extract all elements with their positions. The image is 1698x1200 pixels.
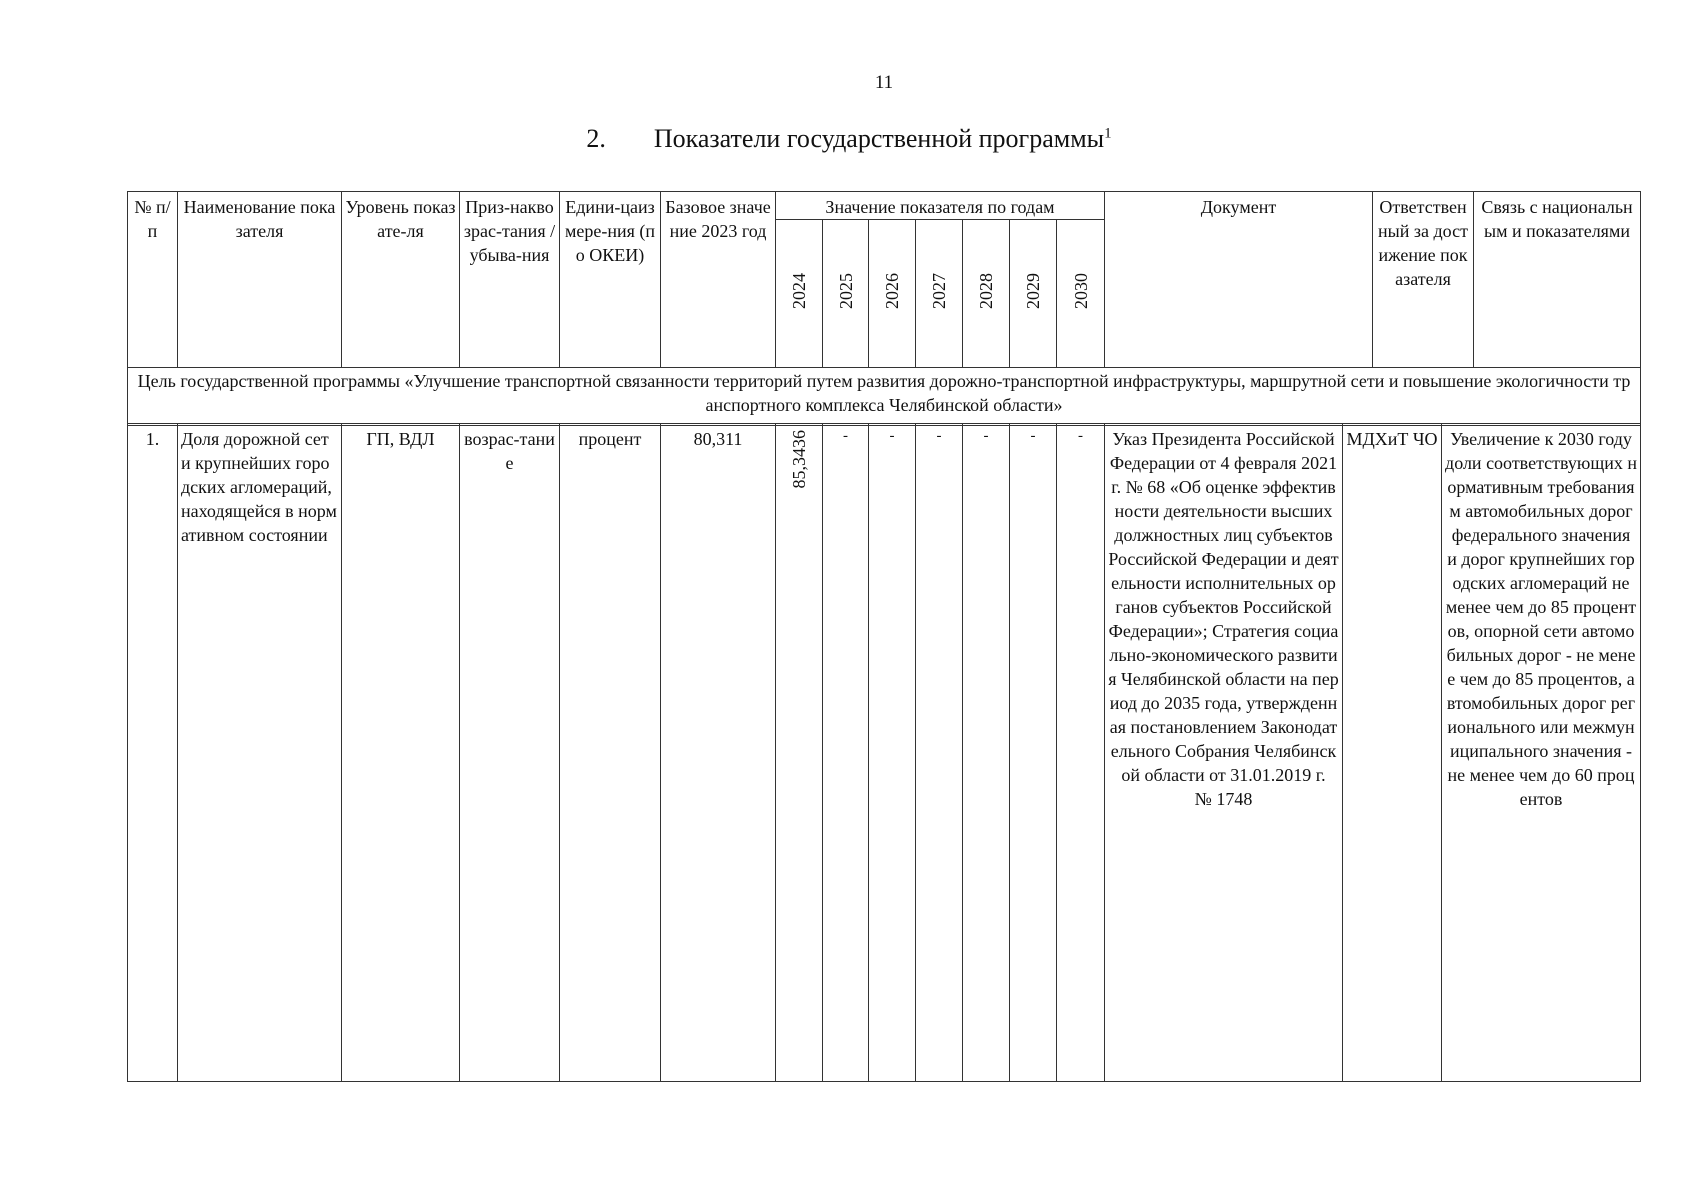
header-trend: Приз-наквозрас-тания / убыва-ния — [460, 192, 560, 368]
row-value-2027: - — [916, 424, 963, 1082]
row-num: 1. — [128, 424, 178, 1082]
table-row — [128, 424, 1641, 1082]
row-base: 80,311 — [661, 424, 776, 1082]
row-value-2030: - — [1057, 424, 1105, 1082]
header-year-2027 — [916, 220, 963, 368]
goal-row: Цель государственной программы «Улучшение транспортной связанности территорий путем развития дорожно-транспортной инфраструктуры, маршрутной сети и повышение экологичности транспортного комплекса Челябинской области» — [128, 368, 1641, 426]
row-value-2028: - — [963, 424, 1010, 1082]
value-label: 85,3436 — [789, 430, 809, 489]
row-responsible: МДХиТ ЧО — [1343, 424, 1442, 1082]
section-number: 2. — [586, 124, 606, 153]
year-label: 2028 — [976, 272, 996, 309]
header-year-2024 — [776, 220, 823, 368]
year-label: 2025 — [835, 272, 856, 309]
header-num: № п/п — [128, 192, 178, 368]
indicators-table-header — [127, 191, 1641, 426]
year-label: 2027 — [929, 272, 949, 309]
row-level: ГП, ВДЛ — [342, 424, 460, 1082]
row-value-2025: - — [823, 424, 869, 1082]
header-link: Связь с национальным и показателями — [1474, 192, 1641, 368]
header-base: Базовое значение 2023 год — [661, 192, 776, 368]
row-trend: возрас-тание — [460, 424, 560, 1082]
row-value-2029: - — [1010, 424, 1057, 1082]
header-year-2025 — [823, 220, 869, 368]
header-year-2030 — [1057, 220, 1105, 368]
year-label: 2026 — [882, 272, 902, 309]
header-values-by-year: Значение показателя по годам — [776, 192, 1105, 220]
header-year-2028 — [963, 220, 1010, 368]
row-value-2024 — [776, 424, 823, 1082]
year-label: 2029 — [1023, 272, 1043, 309]
indicators-table-body — [127, 423, 1641, 1082]
header-year-2029 — [1010, 220, 1057, 368]
year-label: 2024 — [789, 272, 809, 309]
row-document — [1105, 424, 1343, 1082]
row-value-2026: - — [869, 424, 916, 1082]
document-text: Указ Президента Российской Федерации от 4 февраля 2021 г. № 68 «Об оценке эффективности деятельности высших должностных лиц субъектов Российской Федерации и деятельности исполнительных органов субъектов Российской Федерации»; Стратегия социально-экономического развития Челябинской области на период до 2035 года, утвержденная постановлением Законодательного Собрания Челябинской области от 31.01.2019 г. — [1108, 429, 1339, 785]
footnote-mark: 1 — [1104, 125, 1112, 142]
document-number: № 1748 — [1194, 789, 1253, 809]
header-year-2026 — [869, 220, 916, 368]
section-title — [0, 124, 1698, 154]
header-level: Уровень показате-ля — [342, 192, 460, 368]
page-number: 11 — [874, 72, 894, 93]
header-document: Документ — [1105, 192, 1373, 368]
header-responsible: Ответственный за достижение показателя — [1373, 192, 1474, 368]
header-name: Наименование показателя — [178, 192, 342, 368]
row-unit: процент — [560, 424, 661, 1082]
year-label: 2030 — [1070, 272, 1091, 309]
header-unit: Едини-цаизмере-ния (по ОКЕИ) — [560, 192, 661, 368]
section-title-text: Показатели государственной программы — [653, 124, 1105, 153]
row-link: Увеличение к 2030 году доли соответствующих нормативным требованиям автомобильных дорог федерального значения и дорог крупнейших городских агломераций не менее чем до 85 процентов, опорной сети автомобильных дорог - не менее чем до 85 процентов, автомобильных дорог регионального или межмуниципального значения - не менее чем до 60 процентов — [1442, 424, 1641, 1082]
row-name: Доля дорожной сети крупнейших городских агломераций, находящейся в нормативном состоянии — [178, 424, 342, 1082]
